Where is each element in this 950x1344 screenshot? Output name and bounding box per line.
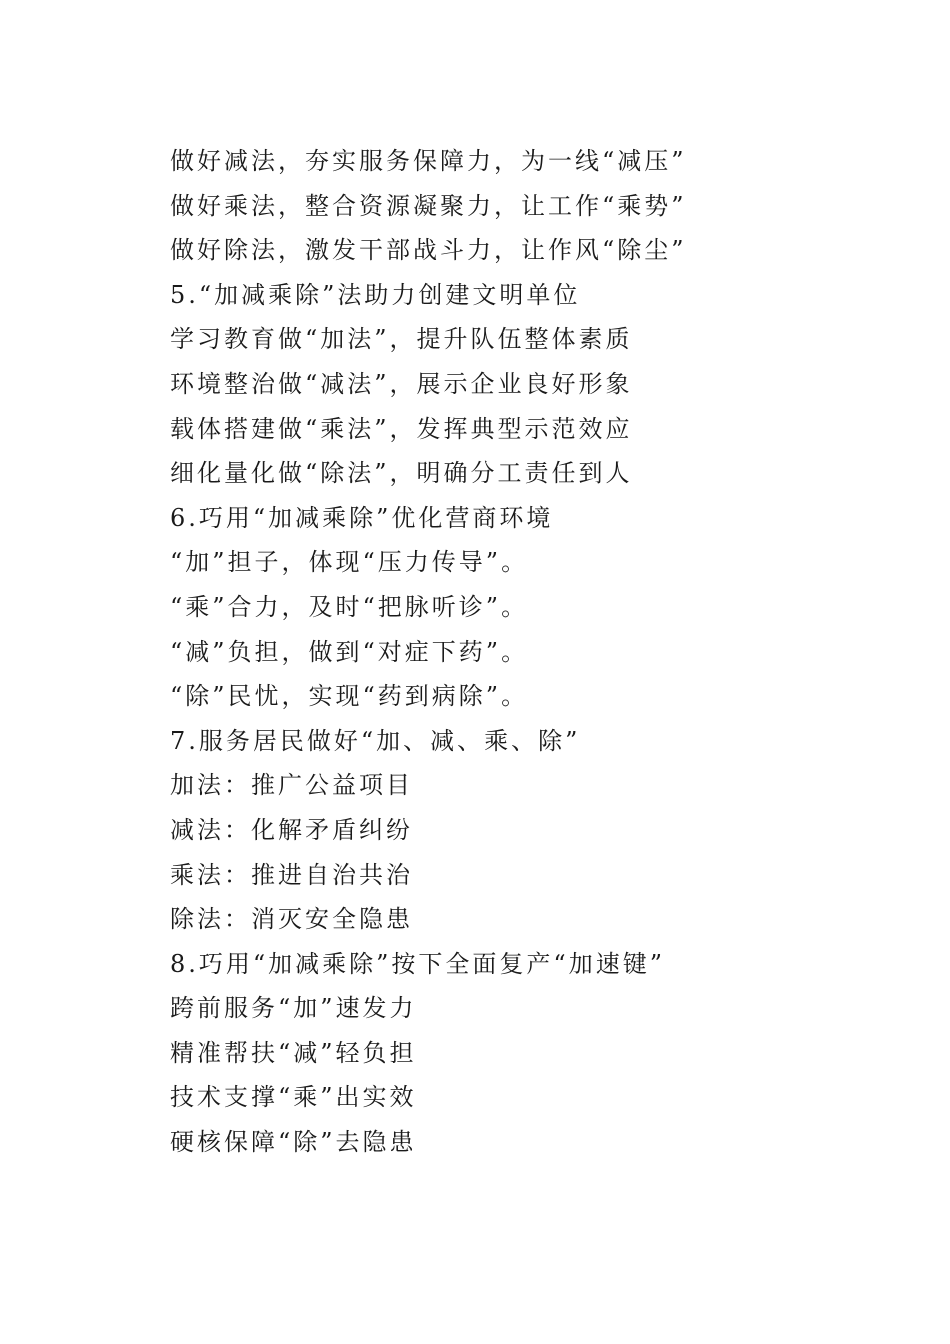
text-line: 除法：消灭安全隐患 [170,905,413,934]
text-line: 环境整治做“减法”，展示企业良好形象 [170,369,633,398]
section-heading: 6.巧用“加减乘除”优化营商环境 [170,503,554,532]
text-line: “乘”合力，及时“把脉听诊”。 [170,592,529,621]
text-line: “减”负担，做到“对症下药”。 [170,637,529,666]
section-heading: 7.服务居民做好“加、减、乘、除” [170,726,581,755]
text-line: 硬核保障“除”去隐患 [170,1128,417,1157]
text-line: 乘法：推进自治共治 [170,860,413,889]
text-line: 载体搭建做“乘法”，发挥典型示范效应 [170,414,633,443]
text-line: 加法：推广公益项目 [170,771,413,800]
text-line: 细化量化做“除法”，明确分工责任到人 [170,459,633,488]
section-heading: 8.巧用“加减乘除”按下全面复产“加速键” [170,949,665,978]
text-line: 学习教育做“加法”，提升队伍整体素质 [170,325,633,354]
text-line: 减法：化解矛盾纠纷 [170,815,413,844]
document-body [170,139,890,1165]
text-line: “加”担子，体现“压力传导”。 [170,548,529,577]
text-line: 技术支撑“乘”出实效 [170,1083,417,1112]
text-line: 做好乘法，整合资源凝聚力，让工作“乘势” [170,191,687,220]
text-line: “除”民忧，实现“药到病除”。 [170,682,529,711]
text-line: 做好减法，夯实服务保障力，为一线“减压” [170,147,687,175]
text-line: 做好除法，激发干部战斗力，让作风“除尘” [170,236,687,265]
text-line: 精准帮扶“减”轻负担 [170,1038,417,1067]
text-line: 跨前服务“加”速发力 [170,994,417,1023]
section-heading: 5.“加减乘除”法助力创建文明单位 [170,280,581,309]
